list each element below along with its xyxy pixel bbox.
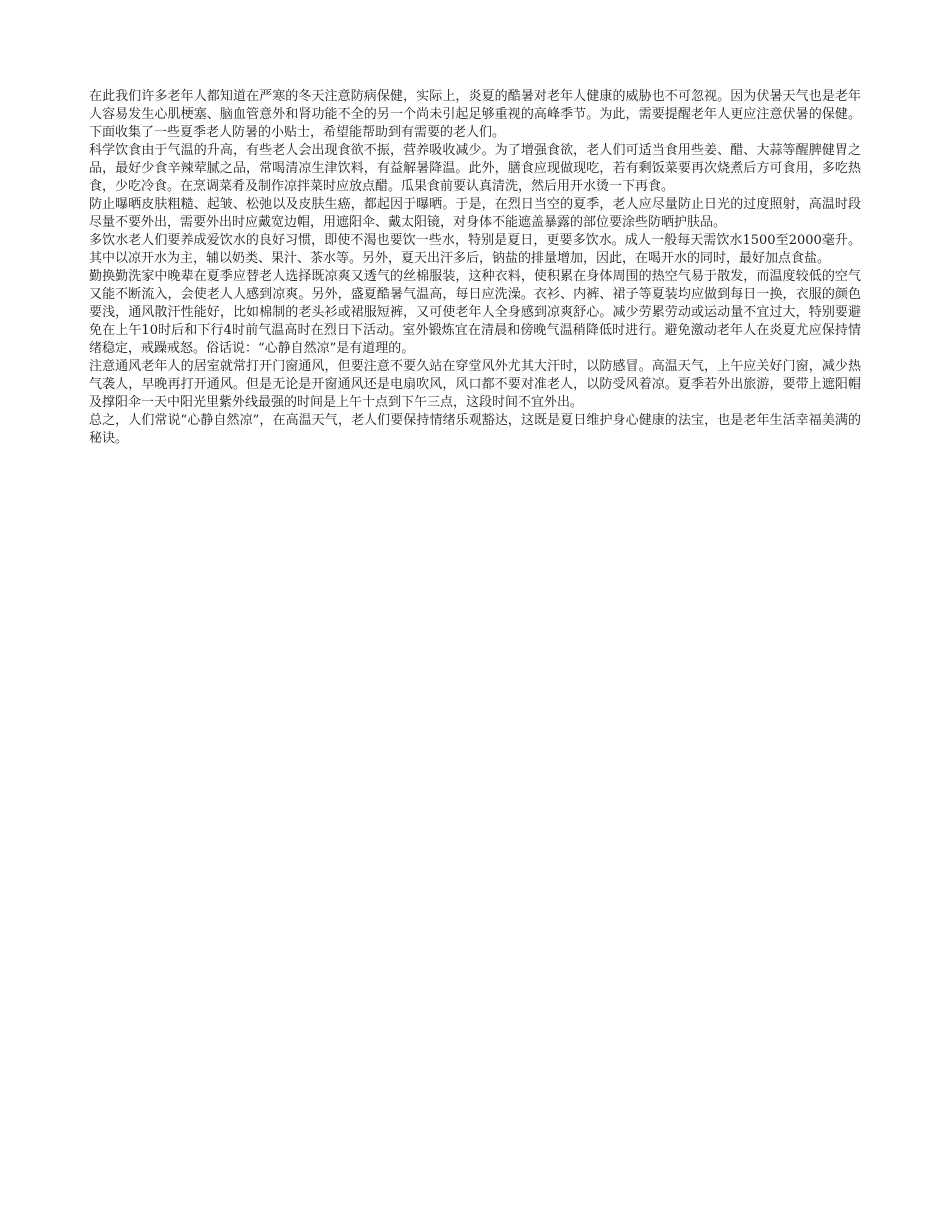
paragraph-ventilation: 注意通风老年人的居室就常打开门窗通风，但要注意不要久站在穿堂风外尤其大汗时，以防感冒。高温天气，上午应关好门窗，减少热气袭人，早晚再打开通风。但是无论是开窗通风还是电扇吹风，风口都不要对准老人，以防受风着凉。夏季若外出旅游，要带上遮阳帽及撑阳伞一天中阳光里紫外线最强的时间是上午十点到下午三点，这段时间不宜外出。	[89, 359, 861, 410]
paragraph-drink-water: 多饮水老人们要养成爱饮水的良好习惯，即使不渴也要饮一些水，特别是夏日，更要多饮水。成人一般每天需饮水1500至2000毫升。其中以凉开水为主，辅以奶类、果汁、茶水等。另外，夏天出汗多后，钠盐的排量增加，因此，在喝开水的同时，最好加点食盐。	[89, 233, 861, 266]
document-body	[89, 88, 861, 448]
paragraph-diet: 科学饮食由于气温的升高，有些老人会出现食欲不振，营养吸收减少。为了增强食欲，老人们可适当食用些姜、醋、大蒜等醒脾健胃之品，最好少食辛辣荤腻之品，常喝清凉生津饮料，有益解暑降温。此外，膳食应现做现吃，若有剩饭菜要再次烧煮后方可食用，多吃热食，少吃冷食。在烹调菜肴及制作凉拌菜时应放点醋。瓜果食前要认真清洗，然后用开水烫一下再食。	[89, 143, 861, 194]
paragraph-conclusion: 总之，人们常说“心静自然凉”，在高温天气，老人们要保持情绪乐观豁达，这既是夏日维护身心健康的法宝，也是老年生活幸福美满的秘诀。	[89, 413, 861, 446]
paragraph-intro: 在此我们许多老年人都知道在严寒的冬天注意防病保健，实际上，炎夏的酷暑对老年人健康的威胁也不可忽视。因为伏暑天气也是老年人容易发生心肌梗塞、脑血管意外和肾功能不全的另一个尚未引起足够重视的高峰季节。为此，需要提醒老年人更应注意伏暑的保健。下面收集了一些夏季老人防暑的小贴士，希望能帮助到有需要的老人们。	[89, 89, 861, 140]
paragraph-sun-protection: 防止曝晒皮肤粗糙、起皱、松弛以及皮肤生癌，都起因于曝晒。于是，在烈日当空的夏季，老人应尽量防止日光的过度照射，高温时段尽量不要外出，需要外出时应戴宽边帽，用遮阳伞、戴太阳镜，对身体不能遮盖暴露的部位要涂些防晒护肤品。	[89, 197, 861, 230]
paragraph-clothing-activity: 勤换勤洗家中晚辈在夏季应替老人选择既凉爽又透气的丝棉服装，这种衣料，使积累在身体周围的热空气易于散发，而温度较低的空气又能不断流入，会使老人人感到凉爽。另外，盛夏酷暑气温高，每日应洗澡。衣衫、内裤、裙子等夏装均应做到每日一换，衣服的颜色要浅，通风散汗性能好，比如棉制的老头衫或裙服短裤，又可使老年人全身感到凉爽舒心。减少劳累劳动或运动量不宜过大，特别要避免在上午10时后和下行4时前气温高时在烈日下活动。室外锻炼宜在清晨和傍晚气温稍降低时进行。避免激动老年人在炎夏尤应保持情绪稳定，戒躁戒怒。俗话说：“心静自然凉”是有道理的。	[89, 269, 861, 356]
